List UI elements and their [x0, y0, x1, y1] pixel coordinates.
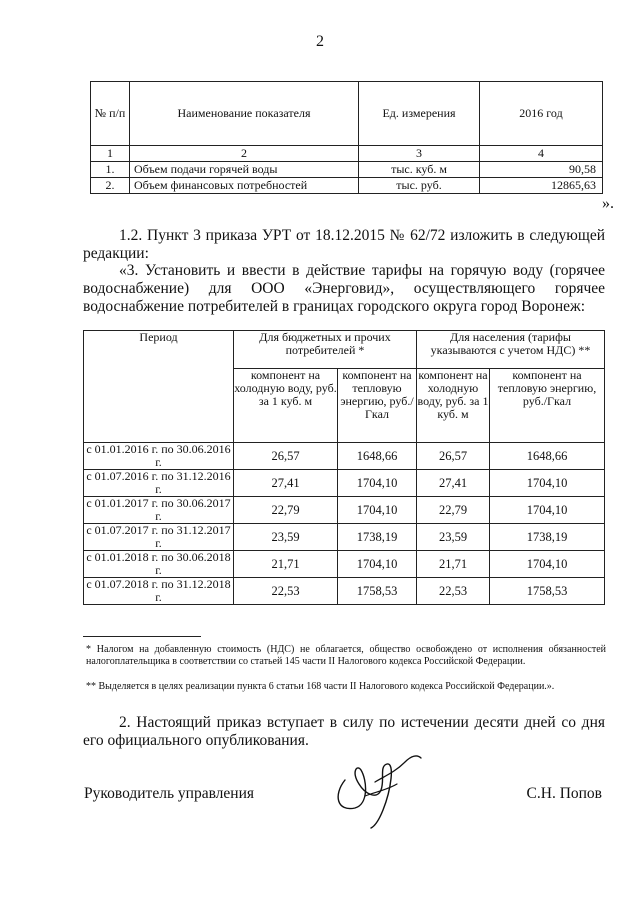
- table-row: [91, 178, 603, 194]
- subheader-heat-energy: компонент на тепловую энергию, руб./Гкал: [338, 369, 417, 443]
- value-cell: 1704,10: [338, 497, 417, 524]
- subheader-cold-water: компонент на холодную воду, руб. за 1 куб. м: [234, 369, 338, 443]
- header-indicator: Наименование показателя: [130, 82, 359, 146]
- header-population: Для населения (тарифы указываются с учетом НДС) **: [417, 331, 605, 369]
- index-cell: 3: [359, 146, 480, 162]
- tariff-table: [83, 330, 605, 605]
- period-cell: с 01.07.2017 г. по 31.12.2017 г.: [84, 524, 234, 551]
- value-cell: 27,41: [417, 470, 490, 497]
- value-cell: 26,57: [234, 443, 338, 470]
- value-cell: 23,59: [234, 524, 338, 551]
- table-row: [84, 578, 605, 605]
- value-cell: 1704,10: [490, 497, 605, 524]
- period-cell: с 01.01.2017 г. по 30.06.2017 г.: [84, 497, 234, 524]
- value-cell: 22,79: [417, 497, 490, 524]
- value-cell: 22,53: [234, 578, 338, 605]
- row-number: 2.: [91, 178, 130, 194]
- footnote-divider: [83, 636, 201, 637]
- value-cell: 27,41: [234, 470, 338, 497]
- value-cell: 1648,66: [490, 443, 605, 470]
- row-unit: тыс. куб. м: [359, 162, 480, 178]
- table-row: [84, 524, 605, 551]
- header-budget-consumers: Для бюджетных и прочих потребителей *: [234, 331, 417, 369]
- subheader-cold-water: компонент на холодную воду, руб. за 1 куб. м: [417, 369, 490, 443]
- header-period: Период: [84, 331, 234, 443]
- header-unit: Ед. измерения: [359, 82, 480, 146]
- period-cell: с 01.07.2016 г. по 31.12.2016 г.: [84, 470, 234, 497]
- header-number: № п/п: [91, 82, 130, 146]
- table-row: [84, 443, 605, 470]
- header-year: 2016 год: [480, 82, 603, 146]
- period-cell: с 01.07.2018 г. по 31.12.2018 г.: [84, 578, 234, 605]
- paragraph-amendment: 1.2. Пункт 3 приказа УРТ от 18.12.2015 № 62/72 изложить в следующей редакции:: [83, 227, 605, 262]
- index-cell: 4: [480, 146, 603, 162]
- footnote-vat-exempt: * Налогом на добавленную стоимость (НДС) не облагается, общество освобождено от исполнения обязанностей налогоплательщика в соответствии со статьей 145 части II Налогового кодекса Российской Федерации.: [86, 644, 606, 667]
- row-value: 12865,63: [480, 178, 603, 194]
- signatory-title: Руководитель управления: [84, 785, 255, 802]
- signatory-name: С.Н. Попов: [526, 785, 602, 802]
- value-cell: 1738,19: [338, 524, 417, 551]
- value-cell: 23,59: [417, 524, 490, 551]
- period-cell: с 01.01.2018 г. по 30.06.2018 г.: [84, 551, 234, 578]
- handwritten-signature: [325, 750, 435, 830]
- index-cell: 2: [130, 146, 359, 162]
- paragraph-tariffs: «3. Установить и ввести в действие тарифы на горячую воду (горячее водоснабжение) для ООО «Энерговид», осуществляющего горячее водоснабжение потребителей в границах городского округа город Воронеж:: [83, 262, 605, 315]
- value-cell: 21,71: [417, 551, 490, 578]
- footnote-vat-included: ** Выделяется в целях реализации пункта 6 статьи 168 части II Налогового кодекса Российской Федерации.».: [86, 681, 555, 692]
- value-cell: 1648,66: [338, 443, 417, 470]
- value-cell: 1704,10: [338, 551, 417, 578]
- row-indicator: Объем финансовых потребностей: [130, 178, 359, 194]
- closing-quote: ».: [602, 195, 614, 212]
- table-row: [84, 470, 605, 497]
- value-cell: 26,57: [417, 443, 490, 470]
- value-cell: 1704,10: [490, 470, 605, 497]
- value-cell: 1704,10: [490, 551, 605, 578]
- value-cell: 1758,53: [338, 578, 417, 605]
- paragraph-effective-date: 2. Настоящий приказ вступает в силу по истечении десяти дней со дня его официального опубликования.: [83, 714, 605, 749]
- value-cell: 1758,53: [490, 578, 605, 605]
- value-cell: 22,53: [417, 578, 490, 605]
- page-number: 2: [316, 33, 324, 50]
- value-cell: 1704,10: [338, 470, 417, 497]
- volume-table: [90, 81, 603, 194]
- index-cell: 1: [91, 146, 130, 162]
- row-unit: тыс. руб.: [359, 178, 480, 194]
- row-indicator: Объем подачи горячей воды: [130, 162, 359, 178]
- value-cell: 21,71: [234, 551, 338, 578]
- value-cell: 1738,19: [490, 524, 605, 551]
- table-row: [91, 162, 603, 178]
- table-row: [84, 551, 605, 578]
- row-value: 90,58: [480, 162, 603, 178]
- row-number: 1.: [91, 162, 130, 178]
- value-cell: 22,79: [234, 497, 338, 524]
- subheader-heat-energy: компонент на тепловую энергию, руб./Гкал: [490, 369, 605, 443]
- table-row: [84, 497, 605, 524]
- period-cell: с 01.01.2016 г. по 30.06.2016 г.: [84, 443, 234, 470]
